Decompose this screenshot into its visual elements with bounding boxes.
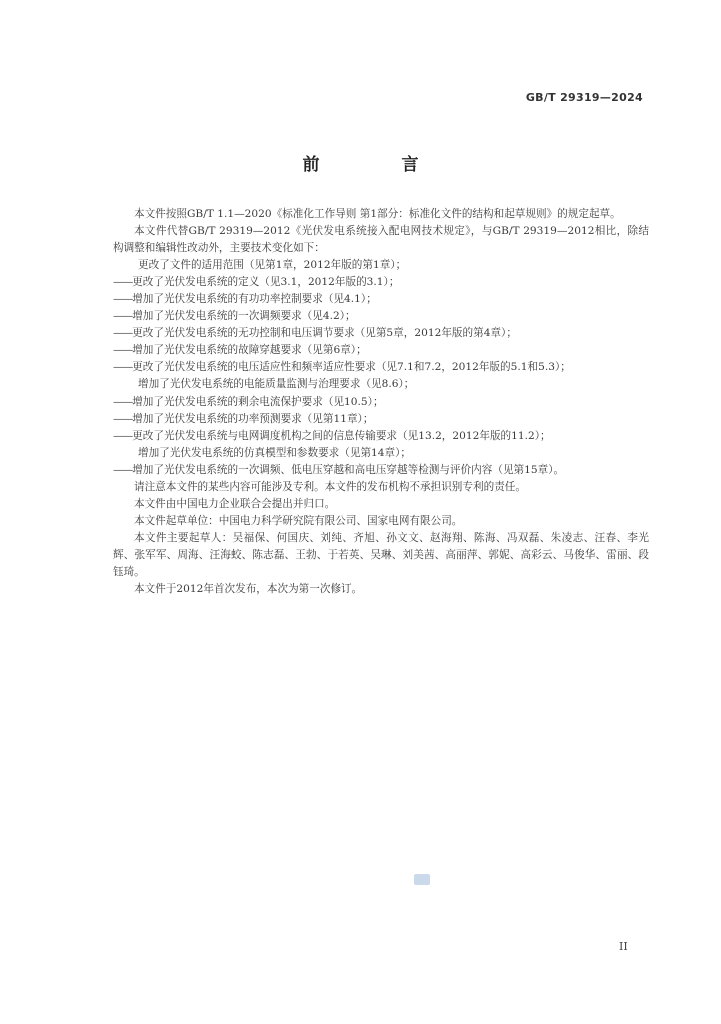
change-text: 增加了光伏发电系统的仿真模型和参数要求（见第14章）； [138, 446, 412, 459]
paragraph-drafting-basis: 本文件按照GB/T 1.1—2020《标准化工作导则 第1部分：标准化文件的结构和起草规则》的规定起草。 [134, 208, 621, 220]
dash-marker: —— [113, 429, 133, 442]
list-item [113, 291, 649, 308]
changes-list [113, 257, 649, 479]
patent-notice: 请注意本文件的某些内容可能涉及专利。本文件的发布机构不承担识别专利的责任。 [134, 480, 526, 493]
dash-marker: —— [113, 276, 133, 289]
dash-marker: —— [113, 310, 133, 323]
list-item [113, 411, 649, 428]
list-item [113, 428, 649, 445]
change-text: 更改了文件的适用范围（见第1章，2012年版的第1章）； [138, 259, 407, 272]
list-item [113, 445, 649, 462]
proposer-statement: 本文件由中国电力企业联合会提出并归口。 [134, 497, 336, 510]
list-item [113, 342, 649, 359]
list-item [113, 462, 649, 479]
list-item [113, 394, 649, 411]
change-text: 增加了光伏发电系统的一次调频要求（见4.2）； [132, 310, 356, 323]
dash-marker: —— [113, 412, 133, 425]
page-number: II [619, 940, 628, 953]
dash-marker: —— [113, 463, 133, 476]
list-item [113, 257, 649, 274]
change-text: 增加了光伏发电系统的电能质量监测与治理要求（见8.6）； [138, 378, 415, 391]
change-text: 增加了光伏发电系统的故障穿越要求（见第6章）； [132, 344, 367, 357]
change-text: 增加了光伏发电系统的剩余电流保护要求（见10.5）； [132, 395, 384, 408]
change-text: 更改了光伏发电系统与电网调度机构之间的信息传输要求（见13.2，2012年版的11.2）； [132, 429, 551, 442]
list-item [113, 325, 649, 342]
standard-code: GB/T 29319—2024 [525, 91, 643, 104]
watermark-logo-icon [414, 874, 430, 885]
change-text: 更改了光伏发电系统的无功控制和电压调节要求（见第5章，2012年版的第4章）； [132, 327, 517, 340]
change-text: 更改了光伏发电系统的电压适应性和频率适应性要求（见7.1和7.2，2012年版的5.1和5.3）； [132, 361, 571, 374]
dash-marker: —— [113, 293, 133, 306]
dash-marker: —— [113, 361, 133, 374]
list-item [113, 359, 649, 376]
change-text: 更改了光伏发电系统的定义（见3.1，2012年版的3.1）； [132, 276, 400, 289]
list-item [113, 308, 649, 325]
dash-marker: —— [113, 395, 133, 408]
list-item [113, 274, 649, 291]
document-body [113, 206, 649, 598]
dash-marker: —— [113, 344, 133, 357]
drafters-list: 本文件主要起草人：吴福保、何国庆、刘纯、齐旭、孙文文、赵海翔、陈海、冯双磊、朱凌志、汪春、李光辉、张军军、周海、汪海蛟、陈志磊、王勃、于若英、吴琳、刘美茜、高丽萍、郭妮、高彩云、马俊华、雷丽、段钰琦。 [113, 531, 649, 578]
dash-marker: —— [113, 327, 133, 340]
list-item [113, 376, 649, 393]
page-title: 前 言 [302, 155, 457, 175]
change-text: 增加了光伏发电系统的有功功率控制要求（见4.1）； [132, 293, 377, 306]
change-text: 增加了光伏发电系统的功率预测要求（见第11章）； [132, 412, 374, 425]
drafting-units: 本文件起草单位：中国电力科学研究院有限公司、国家电网有限公司。 [134, 514, 463, 527]
paragraph-replacement: 本文件代替GB/T 29319—2012《光伏发电系统接入配电网技术规定》，与GB/T 29319—2012相比，除结构调整和编辑性改动外，主要技术变化如下： [113, 225, 649, 255]
publication-history: 本文件于2012年首次发布，本次为第一次修订。 [134, 583, 363, 596]
change-text: 增加了光伏发电系统的一次调频、低电压穿越和高电压穿越等检测与评价内容（见第15章）。 [132, 463, 565, 476]
